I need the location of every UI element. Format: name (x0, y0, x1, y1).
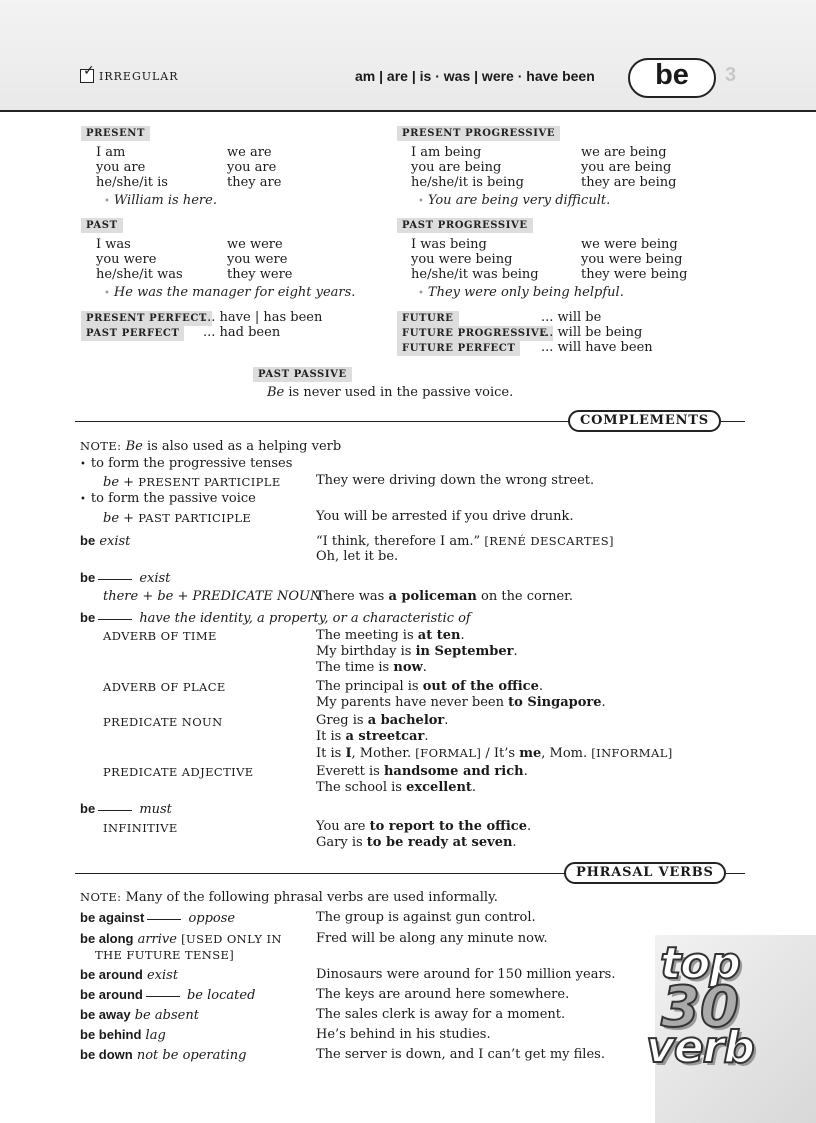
entry-be-identity-headword: be (80, 610, 96, 625)
phrasal-headword: be around (80, 987, 143, 1002)
ex-b: I (345, 746, 352, 761)
phrasal-headword: be along (80, 931, 134, 946)
ex-b: in September (415, 644, 514, 659)
phrasal-headword: be around (80, 967, 143, 982)
ex-a: The meeting is (316, 628, 418, 643)
ex-b: a bachelor (367, 713, 445, 728)
there-be-example-c: on the corner. (476, 589, 574, 604)
entry-be-exist-example-1 (316, 533, 614, 550)
entry-be-blank-exist (80, 570, 170, 587)
ex-a: It is (316, 729, 346, 744)
group-label-predicate-adjective: PREDICATE ADJECTIVE (103, 765, 254, 779)
complement-blank (98, 579, 132, 580)
phrasal-heading: PHRASAL VERBS (564, 862, 726, 884)
note-text: is also used as a helping verb (142, 439, 342, 454)
tense-label-past: PAST (81, 218, 123, 233)
ex-a: The principal is (316, 679, 423, 694)
ex-a: My parents have never been (316, 695, 509, 710)
entry-be-identity-definition: have the identity, a property, or a characteristic of (139, 611, 471, 626)
past-row-2-plural: you were (227, 252, 288, 267)
ex-b: to report to the office (369, 819, 527, 834)
ex-b: out of the office (422, 679, 539, 694)
infinitive-example-2 (316, 835, 517, 851)
entry-be-must-headword: be (80, 801, 96, 816)
complement-blank (146, 996, 180, 997)
group-label-infinitive: INFINITIVE (103, 821, 178, 835)
present-row-2-singular: you are (96, 160, 146, 175)
tense-label-present: PRESENT (81, 126, 150, 141)
present-row-1-plural: we are (227, 145, 272, 160)
past-row-1-singular: I was (96, 237, 131, 252)
present-row-3-singular: he/she/it is (96, 175, 168, 190)
phrasal-usage-note-line2: THE FUTURE TENSE] (95, 948, 235, 962)
ex-c: . (526, 819, 532, 834)
phrasal-headword: be away (80, 1007, 131, 1022)
phrasal-example-2: Fred will be along any minute now. (316, 931, 548, 946)
present-perfect-value: ... have | has been (203, 310, 323, 325)
present-progressive-row-2-singular: you are being (411, 160, 502, 175)
use-pattern-1: be + PRESENT PARTICIPLE (103, 475, 281, 490)
ex-b: now (393, 660, 423, 675)
ex-c: . (471, 780, 477, 795)
use-pattern-1-type: PRESENT PARTICIPLE (138, 475, 281, 489)
there-be-example (316, 589, 573, 605)
present-row-1-singular: I am (96, 145, 126, 160)
future-value: ... will be (541, 310, 602, 325)
predicate-noun-example-2 (316, 729, 428, 745)
ex-c: . (538, 679, 544, 694)
use-example-1: They were driving down the wrong street. (316, 473, 595, 488)
group-label-adverb-of-time: ADVERB OF TIME (103, 629, 217, 643)
phrasal-example-7: The server is down, and I can’t get my files. (316, 1047, 605, 1062)
checkmark-icon: ✓ (83, 63, 95, 79)
adverb-place-example-2 (316, 695, 606, 711)
use-bullet-1 (80, 456, 292, 473)
phrasal-item-7 (80, 1047, 246, 1064)
adverb-time-example-1 (316, 628, 465, 644)
phrasal-note-text: Many of the following phrasal verbs are used informally. (125, 890, 498, 905)
present-progressive-row-3-singular: he/she/it is being (411, 175, 524, 190)
ex-c: . (424, 729, 429, 744)
present-row-3-plural: they are (227, 175, 282, 190)
phrasal-item-6 (80, 1027, 166, 1044)
past-row-2-singular: you were (96, 252, 157, 267)
ex-c: . (513, 644, 518, 659)
phrasal-example-3: Dinosaurs were around for 150 million years. (316, 967, 616, 982)
adverb-place-example-1 (316, 679, 543, 695)
tense-label-future: FUTURE (397, 311, 459, 326)
present-progressive-row-2-plural: you are being (581, 160, 672, 175)
tense-label-past-progressive: PAST PROGRESSIVE (397, 218, 533, 233)
present-progressive-row-1-singular: I am being (411, 145, 482, 160)
entry-be-must (80, 801, 172, 818)
complement-blank (98, 810, 132, 811)
tense-label-past-passive: PAST PASSIVE (253, 367, 352, 382)
complements-heading: COMPLEMENTS (568, 410, 721, 432)
tense-label-present-progressive: PRESENT PROGRESSIVE (397, 126, 560, 141)
ex-b: to Singapore (508, 695, 602, 710)
complement-blank (147, 919, 181, 920)
past-row-3-singular: he/she/it was (96, 267, 183, 282)
future-progressive-value: ... will be being (541, 325, 643, 340)
verb-forms: am | are | is · was | were · have been (355, 68, 595, 84)
phrasal-headword: be against (80, 910, 145, 925)
badge-30: 30 (661, 975, 739, 1040)
ex-c: . (523, 764, 528, 779)
verb-title: be (655, 59, 689, 91)
past-progressive-row-2-singular: you were being (411, 252, 513, 267)
phrasal-item-5 (80, 1007, 199, 1024)
bullet-icon: • (80, 459, 86, 470)
past-progressive-row-3-plural: they were being (581, 267, 688, 282)
badge-top: top (660, 938, 740, 989)
ex-a: The school is (316, 780, 407, 795)
informal-tag: [INFORMAL] (591, 746, 673, 760)
ex-a: You are (316, 819, 370, 834)
phrasal-definition: oppose (188, 911, 236, 926)
predicate-adjective-example-2 (316, 780, 476, 796)
past-passive-note (267, 385, 513, 400)
past-progressive-example-text: They were only being helpful. (427, 285, 624, 300)
there-be-example-a: There was (316, 589, 389, 604)
ex-c: , Mother. (351, 746, 416, 761)
ex-b: excellent (406, 780, 472, 795)
phrasal-definition: arrive (137, 932, 177, 947)
ex-b: handsome and rich (383, 764, 524, 779)
use-bullet-2 (80, 491, 256, 508)
past-progressive-row-1-plural: we were being (581, 237, 678, 252)
there-be-pattern: there + be + PREDICATE NOUN (103, 589, 322, 604)
present-row-2-plural: you are (227, 160, 277, 175)
present-progressive-row-3-plural: they are being (581, 175, 677, 190)
phrasal-item-2 (80, 931, 282, 948)
use-pattern-2-be: be (103, 511, 120, 526)
phrasal-headword: be down (80, 1047, 133, 1062)
group-label-predicate-noun: PREDICATE NOUN (103, 715, 223, 729)
phrasal-example-1: The group is against gun control. (316, 910, 536, 925)
use-pattern-1-be: be (103, 475, 120, 490)
past-progressive-row-1-singular: I was being (411, 237, 487, 252)
adverb-time-example-2 (316, 644, 518, 660)
ex-a: Everett is (316, 764, 384, 779)
past-passive-be: Be (267, 385, 285, 400)
phrasal-item-4 (80, 987, 255, 1004)
entry-be-exist (80, 533, 130, 550)
entry-be-must-definition: must (139, 802, 172, 817)
complement-blank (98, 619, 132, 620)
phrasal-usage-note: [USED ONLY IN (181, 932, 282, 946)
phrasal-definition: lag (145, 1028, 166, 1043)
ex-c: . (460, 628, 465, 643)
ex-e: / It’s (481, 746, 520, 761)
formal-tag: [FORMAL] (415, 746, 482, 760)
ex-a: The time is (316, 660, 394, 675)
entry-be-identity (80, 610, 471, 627)
ex-b: to be ready at seven (366, 835, 513, 850)
entry-be-blank-exist-headword: be (80, 570, 96, 585)
phrasal-definition: not be operating (136, 1048, 247, 1063)
phrasal-definition: be located (186, 988, 256, 1003)
use-bullet-2-text: to form the passive voice (90, 491, 256, 506)
badge-verb: verb (646, 1022, 754, 1073)
ex-a: Greg is (316, 713, 368, 728)
entry-be-exist-definition: exist (99, 534, 131, 549)
present-progressive-example-text: You are being very difficult. (427, 193, 611, 208)
future-perfect-value: ... will have been (541, 340, 653, 355)
phrasal-definition: exist (146, 968, 179, 983)
ex-a: My birthday is (316, 644, 416, 659)
past-row-3-plural: they were (227, 267, 293, 282)
ex-b: a streetcar (345, 729, 425, 744)
note-be: Be (125, 439, 143, 454)
group-label-adverb-of-place: ADVERB OF PLACE (103, 680, 226, 694)
entry-be-exist-headword: be (80, 533, 96, 548)
top-30-verb-badge (620, 938, 780, 1073)
present-example-text: William is here. (113, 193, 217, 208)
phrasal-definition: be absent (134, 1008, 199, 1023)
irregular-label: IRREGULAR (99, 70, 179, 83)
use-bullet-1-text: to form the progressive tenses (90, 456, 293, 471)
phrasal-example-6: He’s behind in his studies. (316, 1027, 491, 1042)
adverb-time-example-3 (316, 660, 427, 676)
bullet-icon: • (80, 494, 86, 505)
tense-label-present-perfect: PRESENT PERFECT (81, 311, 212, 326)
infinitive-example-1 (316, 819, 531, 835)
predicate-adjective-example-1 (316, 764, 528, 780)
phrasal-example-4: The keys are around here somewhere. (316, 987, 570, 1002)
entry-be-exist-example-2: Oh, let it be. (316, 549, 399, 564)
phrasal-headword: be behind (80, 1027, 142, 1042)
ex-c: . (512, 835, 517, 850)
use-pattern-2: be + PAST PARTICIPLE (103, 511, 252, 526)
tense-label-future-progressive: FUTURE PROGRESSIVE (397, 326, 553, 341)
note-label: NOTE: (80, 439, 122, 453)
tense-label-past-perfect: PAST PERFECT (81, 326, 184, 341)
phrasal-item-1 (80, 910, 235, 927)
past-progressive-example: • They were only being helpful. (418, 285, 624, 300)
past-progressive-row-3-singular: he/she/it was being (411, 267, 539, 282)
use-pattern-2-type: PAST PARTICIPLE (138, 511, 252, 525)
ex-c: . (601, 695, 606, 710)
ex-c: . (444, 713, 449, 728)
ex-a: It is (316, 746, 346, 761)
present-example: • William is here. (104, 193, 217, 208)
ex-g: , Mom. (541, 746, 592, 761)
verb-number: 3 (725, 64, 737, 86)
ex-a: Gary is (316, 835, 367, 850)
descartes-quote: “I think, therefore I am.” (316, 534, 481, 549)
past-example: • He was the manager for eight years. (104, 285, 356, 300)
complements-note (80, 438, 341, 455)
phrasal-item-3 (80, 967, 178, 984)
ex-c: . (422, 660, 427, 675)
phrasal-note (80, 889, 498, 906)
ex-b: at ten (417, 628, 461, 643)
past-example-text: He was the manager for eight years. (113, 285, 356, 300)
tense-label-future-perfect: FUTURE PERFECT (397, 341, 520, 356)
predicate-noun-example-3 (316, 745, 673, 762)
past-progressive-row-2-plural: you were being (581, 252, 683, 267)
past-row-1-plural: we were (227, 237, 283, 252)
past-perfect-value: ... had been (203, 325, 281, 340)
use-example-2: You will be arrested if you drive drunk. (316, 509, 574, 524)
descartes-source: [RENÉ DESCARTES] (484, 534, 614, 548)
past-passive-text: is never used in the passive voice. (284, 385, 514, 400)
present-progressive-row-1-plural: we are being (581, 145, 667, 160)
ex-f: me (519, 746, 542, 761)
present-progressive-example: • You are being very difficult. (418, 193, 611, 208)
predicate-noun-example-1 (316, 713, 448, 729)
there-be-example-b: a policeman (388, 589, 477, 604)
phrasal-example-5: The sales clerk is away for a moment. (316, 1007, 566, 1022)
entry-be-blank-exist-definition: exist (139, 571, 171, 586)
phrasal-note-label: NOTE: (80, 890, 122, 904)
